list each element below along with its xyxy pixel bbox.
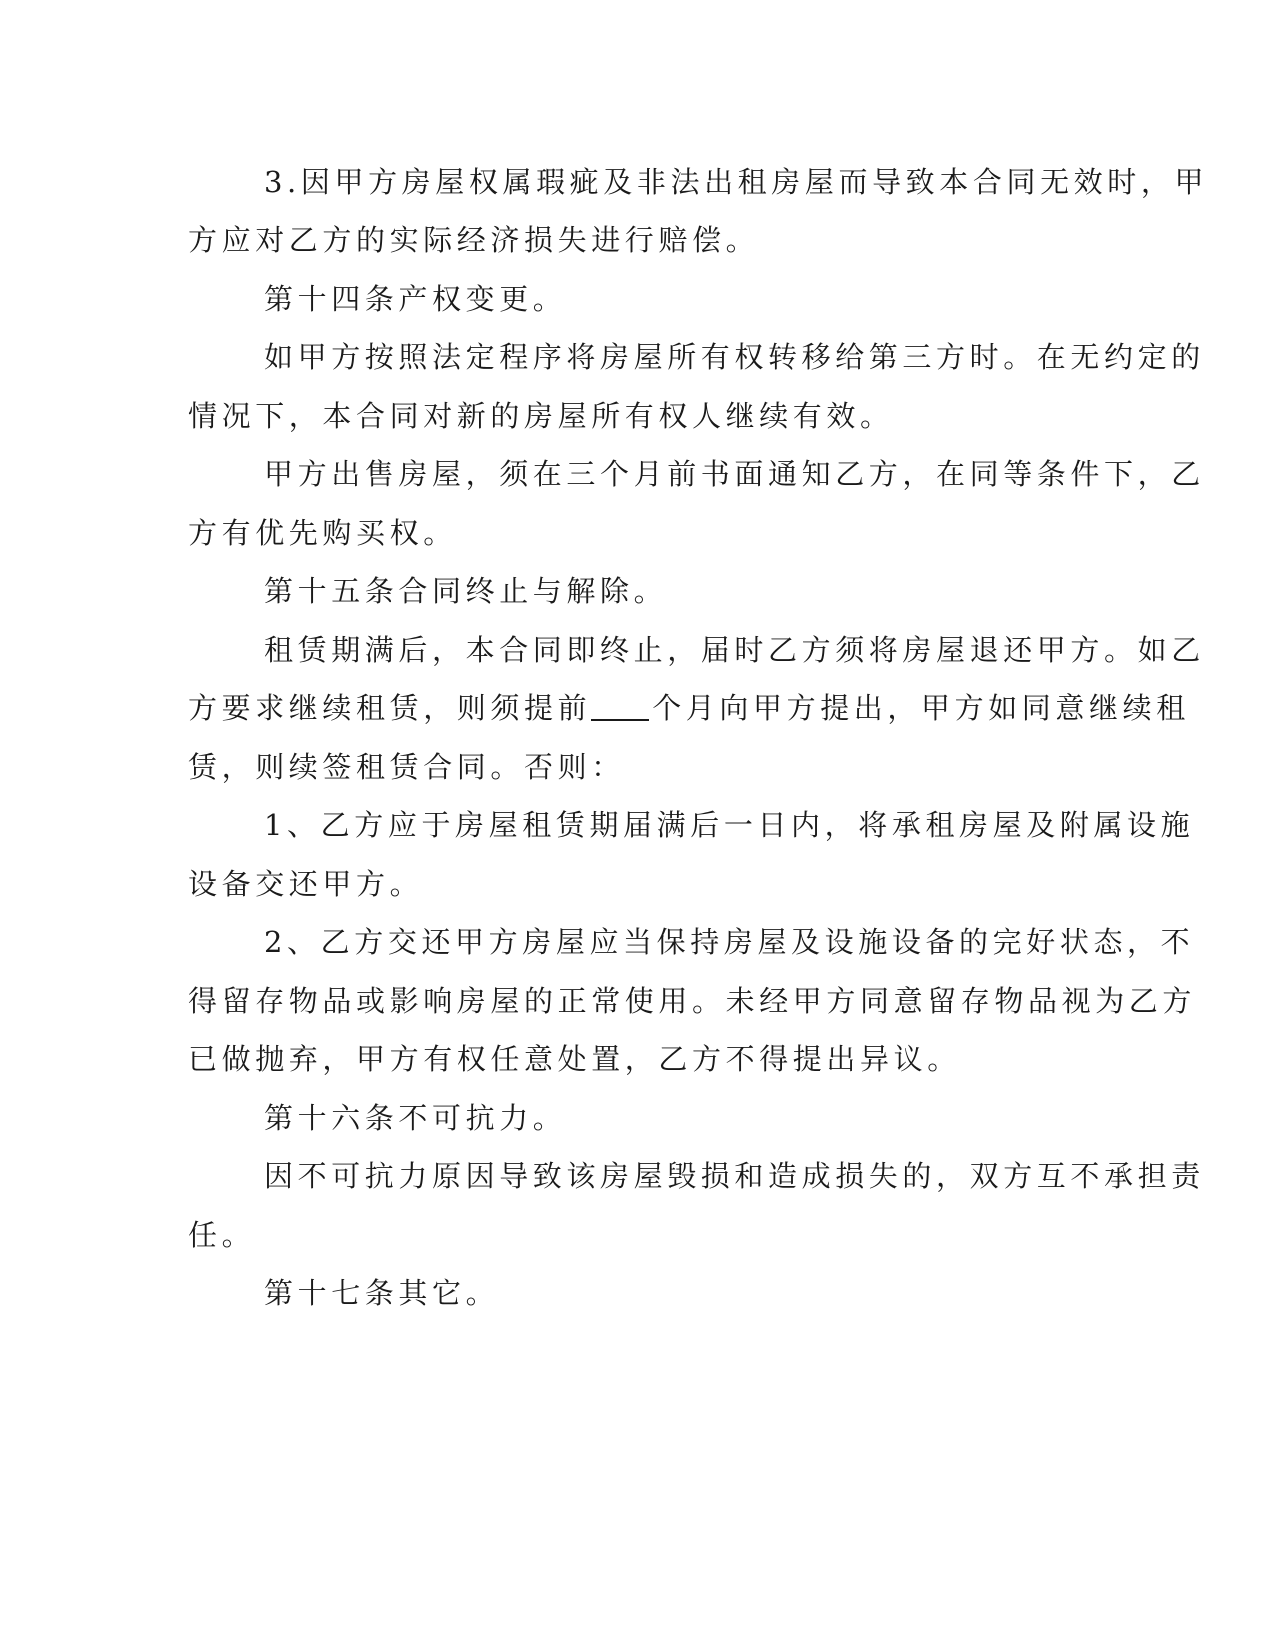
text-segment: 方要求继续租赁，则须提前	[188, 691, 592, 725]
paragraph-line: 已做抛弃，甲方有权任意处置，乙方不得提出异议。	[188, 1042, 961, 1076]
fill-in-blank	[591, 689, 649, 721]
article-heading: 第十五条合同终止与解除。	[264, 574, 668, 608]
paragraph-line: 甲方出售房屋，须在三个月前书面通知乙方，在同等条件下，乙	[264, 457, 1205, 491]
paragraph-line: 设备交还甲方。	[188, 867, 424, 901]
paragraph-line: 情况下，本合同对新的房屋所有权人继续有效。	[188, 399, 894, 433]
paragraph-line: 3.因甲方房屋权属瑕疵及非法出租房屋而导致本合同无效时，甲	[264, 165, 1209, 199]
paragraph-line: 方应对乙方的实际经济损失进行赔偿。	[188, 223, 760, 257]
paragraph-line: 1、乙方应于房屋租赁期届满后一日内，将承租房屋及附属设施	[264, 808, 1195, 842]
paragraph-line: 得留存物品或影响房屋的正常使用。未经甲方同意留存物品视为乙方	[188, 984, 1197, 1018]
paragraph-line: 2、乙方交还甲方房屋应当保持房屋及设施设备的完好状态，不	[264, 925, 1195, 959]
article-heading: 第十七条其它。	[264, 1276, 500, 1310]
article-heading: 第十六条不可抗力。	[264, 1101, 567, 1135]
paragraph-line: 如甲方按照法定程序将房屋所有权转移给第三方时。在无约定的	[264, 340, 1205, 374]
paragraph-line: 租赁期满后，本合同即终止，届时乙方须将房屋退还甲方。如乙	[264, 633, 1205, 667]
paragraph-line: 方有优先购买权。	[188, 516, 457, 550]
paragraph-line	[188, 686, 1190, 730]
paragraph-line: 任。	[188, 1218, 256, 1252]
text-segment: 个月向甲方提出，甲方如同意继续租	[652, 691, 1190, 725]
paragraph-line: 因不可抗力原因导致该房屋毁损和造成损失的，双方互不承担责	[264, 1159, 1205, 1193]
paragraph-line: 赁，则续签租赁合同。否则：	[188, 750, 625, 784]
article-heading: 第十四条产权变更。	[264, 282, 567, 316]
